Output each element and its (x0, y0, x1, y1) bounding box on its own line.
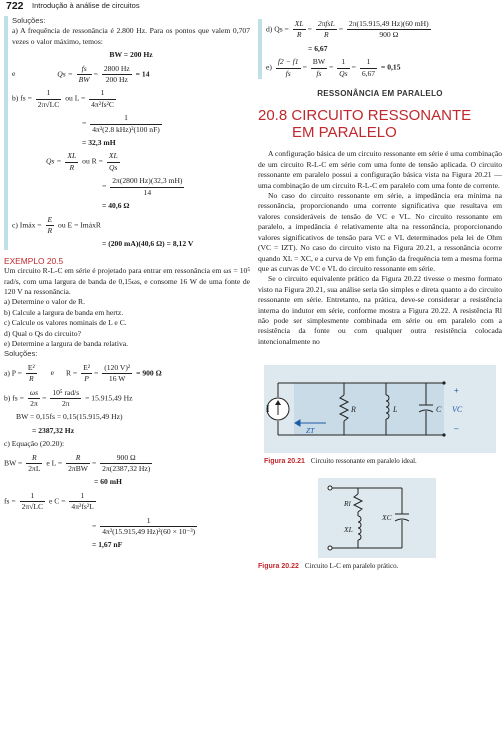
numerator: 2π(15.915,49 Hz)(60 mH) (347, 19, 431, 30)
eq-label: R = (65, 368, 78, 378)
numerator: 2πfsL (316, 19, 337, 30)
denominator: 4π²(2.8 kHz)²(100 nF) (92, 124, 160, 134)
section-title-line: 20.8 CIRCUITO RESSONANTE (258, 107, 472, 125)
example-item: e) Determine a largura de banda relativa. (4, 338, 129, 348)
page-number: 722 (6, 0, 24, 12)
c-result: = 1,67 nF (92, 540, 123, 550)
result: = 0,15 (381, 62, 401, 72)
denominator: fs (285, 68, 291, 78)
fs-equation (12, 88, 250, 110)
c-substitution: = $\frac{1}{\text{4π²(15.915,49 Hz)²(60 × 10⁻³)}}$ (92, 515, 196, 537)
denominator: R (47, 225, 53, 235)
e-result: = (200 mA)(40,6 Ω) = 8,12 V (102, 239, 194, 249)
solutions-block (4, 16, 250, 250)
numerator: E² (26, 363, 37, 374)
example-title: EXEMPLO 20.5 (4, 255, 64, 266)
solutions-label: Soluções: (12, 16, 46, 25)
qs-ex-equation: d) Qs = $\frac{XL}{R}$ = $\frac{\text{2πfsL}}{R}$ = $\frac{2\pi(15.915,49 Hz)(60 mH)}{900 \Omega}$ (266, 19, 429, 40)
eq-connector: e C = (49, 496, 66, 506)
numerator: XL (65, 151, 78, 162)
relative-bw-equation: e) $\frac{f2 - f1}{fs}$ = $\frac{BW}{fs}$ = $\frac{1}{Qs}$ = $\frac{1}{6,67}$ = 0,15 (266, 57, 401, 78)
numerator: XL (293, 19, 306, 30)
l-substitution: = $\frac{1}{\text{4π²(2.8 kHz)²(100 nF)}}$ (82, 113, 160, 134)
bw-ex-result: = 2387,32 Hz (32, 425, 75, 435)
denominator: 2πBW (68, 464, 88, 474)
result: = 15.915,49 Hz (85, 393, 133, 403)
denominator: 4π²(15.915,49 Hz)²(60 × 10⁻³) (102, 527, 196, 537)
eq-label: Qs = (46, 157, 62, 167)
figure-20-22 (318, 478, 436, 558)
denominator: 6,67 (361, 68, 376, 78)
paragraph: A configuração básica de um circuito ressonante em série é uma combinação de um circuito R-L-C em série com uma fonte de tensão aplicada. O circuito ressonante em paralelo possui a configuração básica vista na Figura 20.21 — uma combinação de um circuito R-L-C em paralelo com uma fonte de corrente. (258, 149, 502, 190)
fraction (28, 388, 40, 410)
paragraph: No caso do circuito ressonante em série, a impedância era mínima na ressonância, proporcionando uma corrente significativa que resultava em valores consideráveis de tensão de VC e VL. No circuito ressonante em paralelo, a impedância é relativamente alta na ressonância, proporcionando valores significativos de tensão para VC e VL determinados pela lei de Ohm (VC = IZT). No caso do circuito visto na Figura 20.21, a ressonância ocorre quando XL = XC, e a curva de Vp em função da frequência tem a mesma forma que as curvas de VC e VL do circuito ressonante em série. (258, 191, 502, 273)
numerator: 1 (90, 113, 162, 124)
numerator: 2π(2800 Hz)(32,3 mH) (110, 176, 184, 187)
left-column (4, 16, 250, 554)
fraction (26, 453, 42, 475)
inductor-label: L (393, 405, 398, 415)
numerator: BW (311, 57, 327, 68)
xl-label: XL (344, 524, 353, 534)
fraction (46, 215, 55, 237)
numerator: 1 (89, 88, 116, 99)
example-item: a) Determine o valor de R. (4, 297, 85, 307)
fraction (81, 363, 92, 385)
fraction (20, 491, 46, 513)
current-source-label: I (266, 404, 270, 415)
eq-connector: e L = (46, 458, 63, 468)
numerator: XL (107, 151, 120, 162)
denominator: 2π (61, 399, 70, 408)
numerator: 1 (20, 491, 46, 502)
numerator: ωs (28, 388, 40, 399)
fraction (36, 88, 62, 110)
numerator: 900 Ω (100, 453, 152, 464)
eq-connector: ou L = (65, 94, 86, 104)
xc-label: XC (382, 512, 392, 522)
denominator: 2πL (28, 464, 41, 474)
numerator: R (26, 453, 42, 464)
eq-label: fs = (4, 496, 16, 506)
fraction (293, 19, 306, 41)
fraction (69, 491, 95, 513)
power-equation: a) P = $\frac{\text{E²}}{R}$ e R = $\frac{\text{E²}}{P}$ = $\frac{\text{(120 V)²}}{16 W}$ = 900 Ω (4, 362, 162, 384)
result: = 14 (135, 69, 150, 79)
eq-label: b) fs = (4, 393, 24, 403)
fs-c-equation (4, 491, 250, 513)
denominator: R (28, 374, 34, 384)
numerator: 2800 Hz (102, 64, 132, 75)
caption-text: Circuito L-C em paralelo prático. (304, 561, 399, 570)
resistor-label: R (351, 405, 356, 415)
rl-label: Rl (344, 498, 351, 508)
numerator: 1 (100, 516, 197, 527)
denominator: 900 Ω (379, 30, 399, 40)
denominator: 2π√LC (21, 502, 44, 512)
section-caption: RESSONÂNCIA EM PARALELO (317, 89, 443, 99)
l-result: = 32,3 mH (82, 138, 116, 148)
eq-label: d) Qs = (266, 24, 289, 34)
bw-equation: BW = 200 Hz (109, 50, 153, 60)
ideal-parallel-circuit-diagram (264, 365, 496, 453)
fs-ex-equation: b) fs = $\frac{\omega s}{2\pi}$ = $\frac{\text{10⁵ rad/s}}{2\pi}$ = 15.915,49 Hz (4, 387, 133, 408)
eq-label: BW = (4, 458, 23, 468)
voltage-label: VC (452, 405, 463, 415)
fraction (102, 363, 132, 385)
result: = 900 Ω (136, 368, 162, 378)
r-substitution: = $\frac{2\pi(2800 Hz)(32,3 mH)}{14}$ (102, 176, 183, 197)
denominator: 200 Hz (105, 75, 128, 85)
capacitor-label: C (436, 405, 442, 415)
caption-text: Circuito ressonante em paralelo ideal. (310, 457, 417, 466)
figure-number: Figura 20.21 (264, 458, 305, 466)
numerator: fs (77, 64, 92, 75)
fraction (90, 113, 162, 135)
paragraph: Se o circuito equivalente prático da Figura 20.22 tivesse o mesmo formato visto na Figura 20.21, sua análise seria tão simples e direta quanto a do circuito ressonante em série. Entretanto, na prática, deve-se considerar a resistência interna do indutor em série, conforme mostra a Figura 20.22. A resistência Rl não pode ser simplesmente combinada em série ou em paralelo com a resistência da fonte ou com qualquer outra resistência colocada intencionalmente no (258, 274, 502, 346)
fraction (107, 151, 120, 173)
figure-20-22-caption (258, 561, 502, 572)
fraction (26, 363, 37, 385)
fraction (337, 57, 349, 79)
minus-sign: – (454, 424, 459, 434)
fraction (77, 64, 92, 86)
fraction (102, 64, 132, 86)
book-title: Introdução à análise de circuitos (32, 1, 140, 10)
fraction (276, 57, 301, 79)
numerator: 1 (69, 491, 95, 502)
numerator: 10⁵ rad/s (50, 388, 81, 399)
fraction (100, 453, 152, 475)
section-title-line: EM PARALELO (292, 124, 397, 142)
fraction (311, 57, 327, 79)
fraction (66, 453, 90, 475)
denominator: BW (78, 75, 90, 85)
fraction (89, 88, 116, 110)
fraction (110, 176, 184, 198)
numerator: f2 − f1 (276, 57, 301, 68)
eq-connector: ou E = ImáxR (58, 220, 101, 230)
denominator: R (323, 30, 329, 40)
page-header (0, 0, 504, 14)
numerator: R (66, 453, 90, 464)
bw-l-equation: BW = $\frac{R}{2\pi L}$ e L = $\frac{R}{\text{2πBW}}$ = $\frac{900 \Omega}{2\pi(2387,32 Hz)}$ (4, 452, 151, 474)
l-ex-result: = 60 mH (94, 477, 122, 487)
fraction (100, 516, 197, 538)
solutions-continued (258, 19, 502, 79)
fraction (50, 388, 81, 410)
eq-connector: ou R = (82, 157, 103, 167)
r-result: = 40,6 Ω (102, 201, 130, 211)
practical-lc-circuit-diagram (318, 478, 436, 558)
denominator: Qs (109, 162, 118, 172)
numerator: 1 (360, 57, 377, 68)
fraction (65, 151, 78, 173)
denominator: R (69, 162, 75, 172)
example-text: Um circuito R-L-C em série é projetado para entrar em ressonância em ωs = 10⁵ rad/s, com uma largura de banda de 0,15ωs, e consome 16 W de uma fonte de 120 V na ressonância. (4, 266, 250, 296)
figure-20-21 (264, 365, 496, 453)
impedance-label: ZT (306, 426, 315, 436)
e-word: e (12, 69, 16, 79)
right-column (258, 16, 502, 572)
qs-ex-result: = 6,67 (308, 43, 328, 53)
numerator: E (46, 215, 55, 226)
imax-equation (12, 215, 250, 237)
solutions-label: Soluções: (4, 349, 38, 359)
denominator: P (84, 374, 89, 384)
denominator: 14 (143, 187, 152, 197)
example-item: c) Calcule os valores nominais de L e C. (4, 318, 127, 328)
e-word: e (50, 368, 55, 378)
section-title (258, 107, 502, 141)
qs-lhs: Qs = (57, 69, 73, 79)
numerator: E² (81, 363, 92, 374)
denominator: 2π(2387,32 Hz) (102, 464, 151, 474)
numerator: 1 (337, 57, 349, 68)
plus-sign: + (454, 386, 459, 396)
denominator: 4π²fs²L (71, 502, 94, 512)
eq-label: a) P = (4, 368, 22, 378)
denominator: 2π (30, 399, 38, 408)
numerator: 1 (36, 88, 62, 99)
bw-ex-equation: BW = 0,15fs = 0,15(15.915,49 Hz) (16, 412, 123, 422)
solution-a-text: a) A frequência de ressonância é 2.800 Hz. Para os pontos que valem 0,707 vezes o valor máximo, temos: (12, 26, 250, 46)
figure-20-21-caption (264, 456, 502, 467)
denominator: 2π√LC (37, 99, 60, 109)
eq-label: b) fs = (12, 94, 32, 104)
denominator: Qs (339, 68, 348, 78)
fraction (316, 19, 337, 41)
qs-equation: e Qs = $\frac{fs}{BW}$ = $\frac{2800 Hz}{200 Hz}$ = 14 (12, 63, 150, 85)
eq-label: c) Imáx = (12, 220, 42, 230)
denominator: 16 W (108, 374, 126, 384)
denominator: 4π²fs²C (91, 99, 114, 109)
eq-label: e) (266, 62, 272, 72)
equation-ref: c) Equação (20.20): (4, 439, 65, 449)
example-item: b) Calcule a largura de banda em hertz. (4, 307, 124, 317)
qs-r-equation (12, 151, 250, 173)
figure-number: Figura 20.22 (258, 562, 299, 570)
example-item: d) Qual o Qs do circuito? (4, 328, 81, 338)
fraction (360, 57, 377, 79)
numerator: (120 V)² (102, 363, 132, 374)
denominator: R (296, 30, 302, 40)
fraction (347, 19, 431, 41)
denominator: fs (316, 68, 322, 78)
